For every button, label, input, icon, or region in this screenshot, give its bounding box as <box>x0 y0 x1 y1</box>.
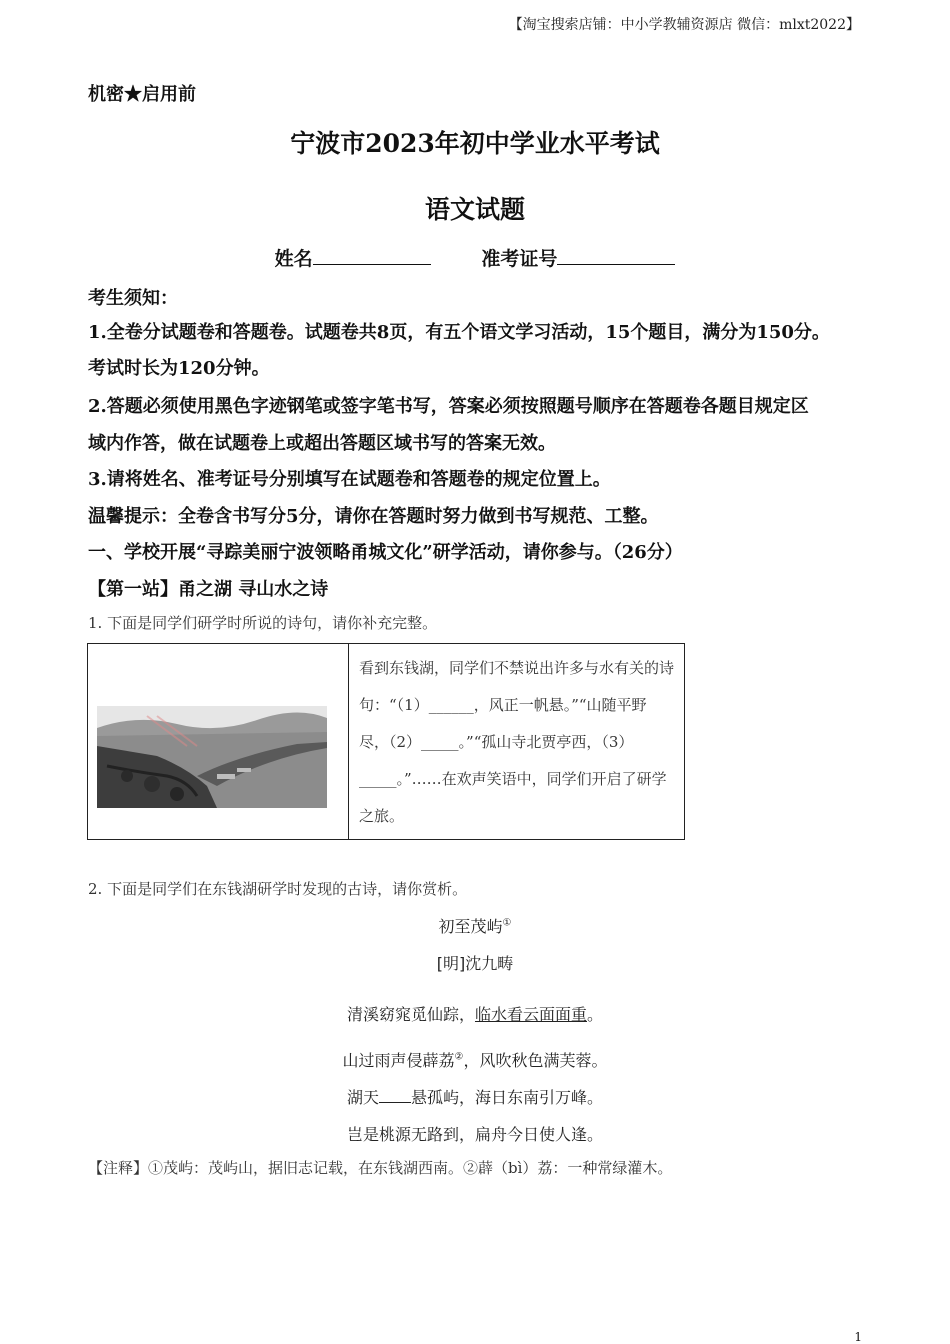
question-1-table <box>87 643 685 840</box>
poem-line-3b: 悬孤屿，海日东南引万峰。 <box>411 1088 604 1107</box>
tip: 温馨提示：全卷含书写分5分，请你在答题时努力做到书写规范、工整。 <box>88 506 659 527</box>
poem-author: [明]沈九畴 <box>436 954 514 973</box>
name-label: 姓名 <box>274 248 313 270</box>
secret-label: 机密★启用前 <box>88 84 196 105</box>
poem-line-1c: 。 <box>587 1005 604 1024</box>
poem-blank <box>379 1088 411 1103</box>
name-id-row <box>0 244 950 271</box>
annotation: 【注释】①茂屿：茂屿山，据旧志记载，在东钱湖西南。②薜（bì）荔：一种常绿灌木。 <box>88 1159 673 1177</box>
lake-photo <box>97 706 327 808</box>
poem-line-3 <box>0 1085 950 1108</box>
poem-line-1 <box>0 1002 950 1025</box>
poem-line-1-underlined: 临水看云面面重 <box>474 1005 587 1024</box>
name-blank <box>313 246 431 265</box>
page-number: 1 <box>854 1330 862 1344</box>
poem-line-2 <box>0 1048 950 1071</box>
notice-2a: 2.答题必须使用黑色字迹钢笔或签字笔书写，答案必须按照题号顺序在答题卷各题目规定区 <box>88 396 809 417</box>
poem-line-2-note: ② <box>454 1051 464 1063</box>
poem-title-note: ① <box>502 917 512 929</box>
exam-subtitle: 语文试题 <box>424 195 525 224</box>
id-label: 准考证号 <box>481 248 558 270</box>
header-note: 【淘宝搜索店铺：中小学教辅资源店 微信：mlxt2022】 <box>508 17 860 33</box>
poem-line-2a: 山过雨声侵薜荔 <box>342 1051 455 1070</box>
poem-line-2b: ，风吹秋色满芙蓉。 <box>463 1051 608 1070</box>
poem-line-1a: 清溪窈窕觅仙踪， <box>346 1005 475 1024</box>
exam-title: 宁波市2023年初中学业水平考试 <box>290 129 660 158</box>
notice-2b: 域内作答，做在试题卷上或超出答题区域书写的答案无效。 <box>88 433 556 454</box>
notice-1a: 1.全卷分试题卷和答题卷。试题卷共8页，有五个语文学习活动，15个题目，满分为150分。 <box>88 322 830 343</box>
notice-title: 考生须知： <box>88 288 178 309</box>
poem-line-3a: 湖天 <box>346 1088 379 1107</box>
section-1-heading: 一、学校开展“寻踪美丽宁波领略甬城文化”研学活动，请你参与。（26分） <box>88 542 683 563</box>
poem-title-line <box>0 914 950 937</box>
id-blank <box>557 246 675 265</box>
station-1-heading: 【第一站】甬之湖 寻山水之诗 <box>88 579 329 600</box>
question-1-text: 看到东钱湖，同学们不禁说出许多与水有关的诗句：“（1）______，风正一帆悬。”“山随平野尽，（2）_____。”“孤山寺北贾亭西，（3）_____。”……在欢声笑语中，同学们开启了研学之旅。 <box>359 659 675 825</box>
poem-line-4: 岂是桃源无路到，扁舟今日使人逢。 <box>346 1125 603 1144</box>
question-2: 2. 下面是同学们在东钱湖研学时发现的古诗，请你赏析。 <box>88 880 468 898</box>
lake-photo-cell <box>88 644 349 839</box>
question-1: 1. 下面是同学们研学时所说的诗句，请你补充完整。 <box>88 614 438 632</box>
poem-title: 初至茂屿 <box>438 917 503 936</box>
notice-1b: 考试时长为120分钟。 <box>88 358 270 379</box>
notice-3: 3.请将姓名、准考证号分别填写在试题卷和答题卷的规定位置上。 <box>88 469 611 490</box>
